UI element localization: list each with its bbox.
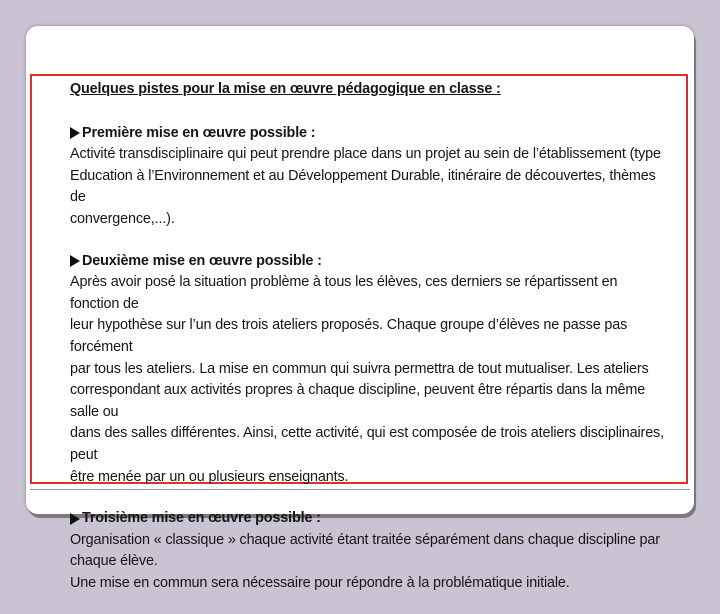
section-line: convergence,...). [70,210,175,227]
section-title [70,251,666,273]
section-line: par tous les ateliers. La mise en commun qui suivra permettra de tout mutualiser. Les ateliers [70,360,649,377]
section-line: chaque élève. [70,553,158,570]
section-line: Une mise en commun sera nécessaire pour répondre à la problématique initiale. [70,574,570,591]
section-line: être menée par un ou plusieurs enseignants. [70,468,349,485]
triangle-bullet-icon [70,255,80,267]
triangle-bullet-icon [70,127,80,139]
section-third [70,508,666,594]
section-line: Education à l’Environnement et au Développement Durable, itinéraire de découvertes, thèmes de [70,167,656,206]
slide-bottom-divider [30,489,690,490]
section-line: leur hypothèse sur l’un des trois ateliers proposés. Chaque groupe d’élèves ne passe pas forcément [70,317,628,355]
section-line: Activité transdisciplinaire qui peut prendre place dans un projet au sein de l’établissement (type [70,146,661,163]
triangle-bullet-icon [70,513,80,525]
slide [26,26,694,591]
section-title-text: Deuxième mise en œuvre possible : [82,252,322,269]
section-title-text: Troisième mise en œuvre possible : [82,510,321,527]
section-line: correspondant aux activités propres à chaque discipline, peuvent être répartis dans la même salle ou [70,382,646,420]
slide-content [70,79,666,614]
section-first [70,123,666,231]
section-line: Organisation « classique » chaque activité étant traitée séparément dans chaque discipline par [70,531,660,548]
section-line: Après avoir posé la situation problème à tous les élèves, ces derniers se répartissent en fonction de [70,274,618,312]
section-title [70,508,666,530]
content-frame [30,74,688,591]
section-title [70,123,666,145]
section-line: dans des salles différentes. Ainsi, cette activité, qui est composée de trois ateliers disciplinaires, peut [70,425,664,463]
section-title-text: Première mise en œuvre possible : [82,124,316,141]
slide-heading: Quelques pistes pour la mise en œuvre pédagogique en classe : [70,81,501,97]
section-second [70,251,666,489]
